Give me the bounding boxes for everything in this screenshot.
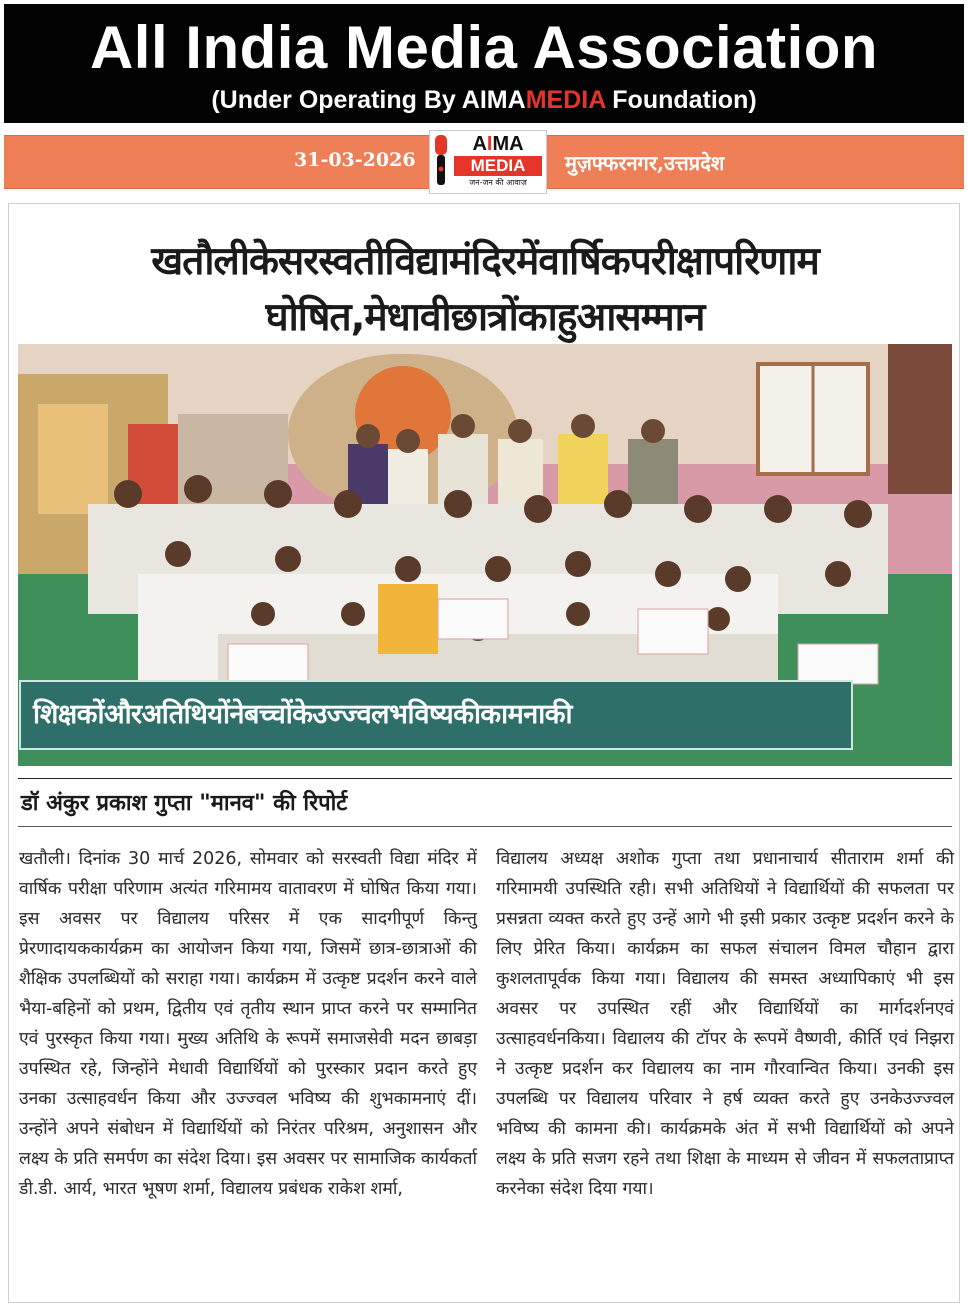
masthead-title: All India Media Association [89, 14, 879, 81]
body-column-left: खतौली। दिनांक 30 मार्च 2026, सोमवार को सरस्वती विद्या मंदिर में वार्षिक परीक्षा परिणाम अत्यंत गरिमामय वातावरण में घोषित किया गया। इस अवसर पर विद्यालय परिसर में एक सादगीपूर्ण किन्तु प्रेरणादायककार्यक्रम का आयोजन किया गया, जिसमें छात्र-छात्राओं की शैक्षिक उपलब्धियों को सराहा गया। कार्यक्रम में उत्कृष्ट प्रदर्शन करने वाले भैया-बहिनों को प्रथम, द्वितीय एवं तृतीय स्थान प्राप्त करने पर सम्मानित एवं पुरस्कृत किया गया। मुख्य अतिथि के रूपमें समाजसेवी मदन छाबड़ा उपस्थित रहे, जिन्होंने मेधावी विद्यार्थियों को पुरस्कार प्रदान करते हुए उनका उत्साहवर्धन किया और उज्ज्वल भविष्य की शुभकामनाएं दीं। उन्होंने अपने संबोधन में विद्यार्थियों को निरंतर परिश्रम, अनुशासन और लक्ष्य के प्रति समर्पण का संदेश दिया। इस अवसर पर सामाजिक कार्यकर्ता डी.डी. आर्य, भारत भूषण शर्मा, विद्यालय प्रबंधक राकेश शर्मा, [19, 849, 477, 1199]
dateline-date: 31-03-2026 [294, 149, 416, 171]
photo-caption: शिक्षकोंऔरअतिथियोंनेबच्चोंकेउज्ज्वलभविष्यकीकामनाकी [19, 680, 853, 750]
body-column-right: विद्यालय अध्यक्ष अशोक गुप्ता तथा प्रधानाचार्य सीताराम शर्मा की गरिमामयी उपस्थिति रही। सभी अतिथियों ने विद्यार्थियों की सफलता पर प्रसन्नता व्यक्त करते हुए उन्हें आगे भी इसी प्रकार उत्कृष्ट प्रदर्शन करने के लिए प्रेरित किया। कार्यक्रम का सफल संचालन विमल चौहान द्वारा कुशलतापूर्वक किया गया। विद्यालय की समस्त अध्यापिकाएं भी इस अवसर पर उपस्थित रहीं और विद्यार्थियों का मार्गदर्शनएवं उत्साहवर्धनकिया। विद्यालय की टॉपर के रूपमें वैष्णवी, कीर्ति एवं निझरा ने उत्कृष्ट प्रदर्शन कर विद्यालय का नाम गौरवान्वित किया। उनकी इस उपलब्धि पर विद्यालय परिवार ने हर्ष व्यक्त करते हुए उनकेउज्ज्वल भविष्य की कामना की। कार्यक्रमके अंत में सभी विद्यार्थियों को अपने लक्ष्य के प्रति सजग रहने तथा शिक्षा के माध्यम से जीवन में सफलताप्राप्त करनेका संदेश दिया गया। [496, 849, 954, 1199]
dateline-band [4, 135, 964, 189]
masthead-subtitle-accent: MEDIA [525, 86, 606, 114]
byline-rule-bottom [18, 826, 952, 827]
logo-aima-i: I [486, 133, 493, 155]
dateline-location: मुज़फ्फरनगर,उत्तप्रदेश [565, 151, 725, 175]
logo-tagline: जन-जन की आवाज़ [469, 178, 527, 187]
masthead-subtitle-pre: (Under Operating By AIMA [211, 86, 526, 114]
logo-aima-a: A [472, 133, 487, 155]
masthead-subtitle-post: Foundation) [605, 86, 757, 114]
headline-line-1: खतौलीकेसरस्वतीविद्यामंदिरमेंवार्षिकपरीक्षापरिणाम [151, 239, 819, 284]
masthead-subtitle [4, 84, 964, 116]
microphone-icon [434, 135, 448, 189]
logo-media-text: MEDIA [454, 156, 542, 176]
byline: डॉ अंकुर प्रकाश गुप्ता "मानव" की रिपोर्ट [21, 791, 348, 816]
logo-aima-text [452, 133, 544, 155]
headline [9, 234, 961, 346]
masthead [4, 4, 964, 123]
aima-media-logo [429, 130, 547, 194]
article [8, 203, 960, 1303]
headline-line-2: घोषित,मेधावीछात्रोंकाहुआसम्मान [265, 295, 705, 340]
byline-rule-top [18, 778, 952, 779]
logo-aima-ma: MA [492, 133, 524, 155]
